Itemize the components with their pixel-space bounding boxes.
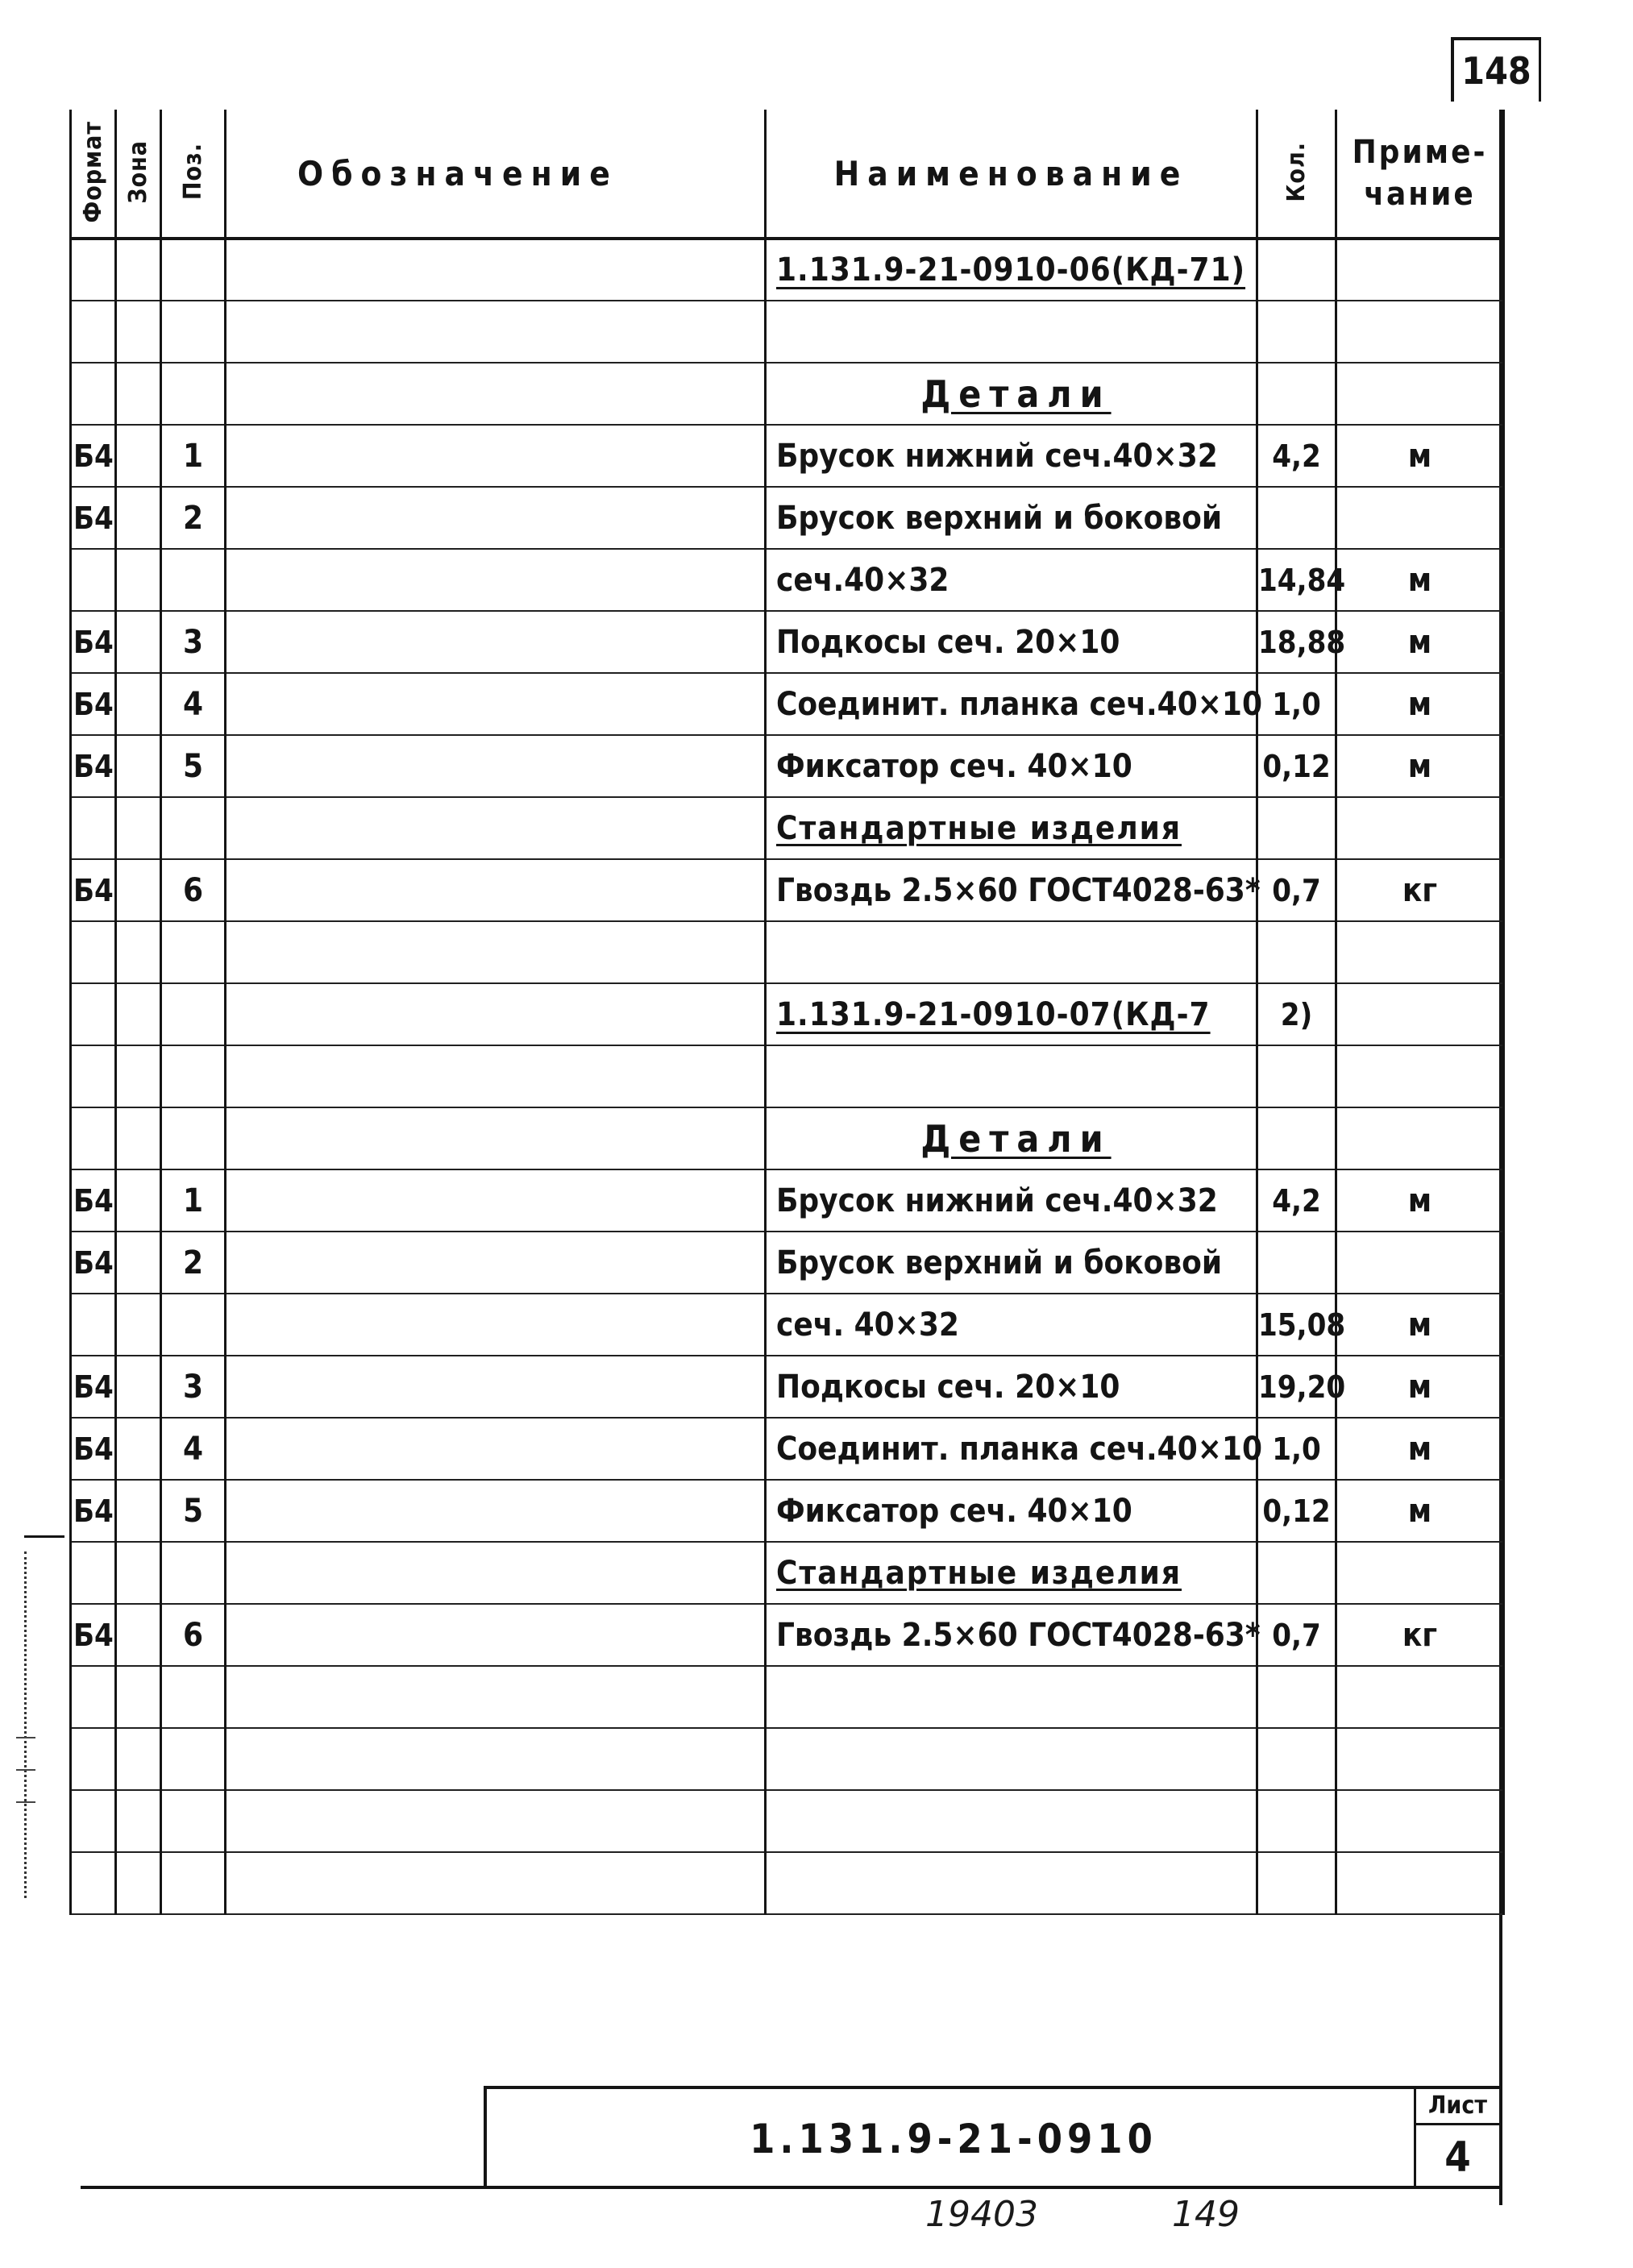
cell-zone	[116, 1169, 161, 1232]
cell-designation	[226, 797, 766, 859]
cell-designation	[226, 1790, 766, 1852]
cell-qty: 0,7	[1257, 859, 1336, 921]
cell-name	[766, 239, 1257, 301]
table-row	[71, 1418, 1504, 1480]
cell-designation	[226, 983, 766, 1045]
table-row	[71, 611, 1504, 673]
table-row	[71, 1107, 1504, 1169]
cell-name	[766, 363, 1257, 425]
cell-designation	[226, 735, 766, 797]
cell-pos: 3	[161, 611, 226, 673]
cell-zone	[116, 859, 161, 921]
cell-pos	[161, 301, 226, 363]
table-row	[71, 363, 1504, 425]
cell-zone	[116, 425, 161, 487]
cell-pos	[161, 239, 226, 301]
cell-qty	[1257, 921, 1336, 983]
cell-note: м	[1336, 1418, 1504, 1480]
cell-note	[1336, 239, 1504, 301]
cell-qty: 4,2	[1257, 425, 1336, 487]
cell-pos	[161, 1107, 226, 1169]
binding-margin-marks	[0, 1535, 64, 1906]
table-row	[71, 1790, 1504, 1852]
cell-note: кг	[1336, 1604, 1504, 1666]
cell-zone	[116, 301, 161, 363]
cell-name	[766, 1666, 1257, 1728]
cell-designation	[226, 1542, 766, 1604]
cell-format: Б4	[71, 1480, 116, 1542]
cell-zone	[116, 487, 161, 549]
cell-format: Б4	[71, 735, 116, 797]
cell-note	[1336, 1790, 1504, 1852]
cell-qty	[1257, 797, 1336, 859]
cell-format: Б4	[71, 1232, 116, 1294]
table-row	[71, 921, 1504, 983]
table-row	[71, 983, 1504, 1045]
margin-tick	[16, 1769, 35, 1771]
sheet-box	[1414, 2089, 1499, 2189]
cell-qty: 15,08	[1257, 1294, 1336, 1356]
cell-name: сеч.40×32	[766, 549, 1257, 611]
cell-qty	[1257, 301, 1336, 363]
cell-note: м	[1336, 1480, 1504, 1542]
cell-note	[1336, 983, 1504, 1045]
cell-note: м	[1336, 673, 1504, 735]
cell-pos: 1	[161, 1169, 226, 1232]
cell-designation	[226, 1604, 766, 1666]
cell-designation	[226, 611, 766, 673]
cell-name: Соединит. планка сеч.40×10	[766, 1418, 1257, 1480]
cell-pos	[161, 1294, 226, 1356]
table-row	[71, 1728, 1504, 1790]
cell-name: Брусок нижний сеч.40×32	[766, 1169, 1257, 1232]
cell-format	[71, 549, 116, 611]
cell-name	[766, 1852, 1257, 1914]
cell-zone	[116, 1480, 161, 1542]
cell-name	[766, 1728, 1257, 1790]
table-header-row	[71, 110, 1504, 239]
cell-name	[766, 1790, 1257, 1852]
cell-qty: 18,88	[1257, 611, 1336, 673]
cell-note: м	[1336, 1169, 1504, 1232]
cell-zone	[116, 1107, 161, 1169]
cell-zone	[116, 1294, 161, 1356]
specification-frame	[69, 110, 1502, 1891]
title-document-code: 1.131.9-21-0910	[750, 2116, 1157, 2162]
cell-zone	[116, 1666, 161, 1728]
document-code: 1.131.9-21-0910-06(КД-71)	[776, 251, 1246, 289]
cell-zone	[116, 611, 161, 673]
cell-zone	[116, 1542, 161, 1604]
cell-pos	[161, 797, 226, 859]
cell-format: Б4	[71, 1169, 116, 1232]
title-block	[484, 2086, 1499, 2189]
margin-mark-top	[24, 1535, 64, 1538]
header-format: Формат	[71, 110, 116, 239]
table-row	[71, 673, 1504, 735]
table-row	[71, 1232, 1504, 1294]
margin-tick	[16, 1801, 35, 1803]
cell-format: Б4	[71, 1604, 116, 1666]
table-row	[71, 1294, 1504, 1356]
table-row	[71, 1480, 1504, 1542]
cell-format: Б4	[71, 859, 116, 921]
cell-qty	[1257, 1542, 1336, 1604]
cell-name	[766, 301, 1257, 363]
table-row	[71, 797, 1504, 859]
margin-mark-dotted-line	[24, 1551, 28, 1898]
cell-zone	[116, 1728, 161, 1790]
cell-name	[766, 1542, 1257, 1604]
cell-designation	[226, 549, 766, 611]
footer-number-left: 19403	[925, 2194, 1038, 2235]
cell-note	[1336, 1542, 1504, 1604]
header-zone: Зона	[116, 110, 161, 239]
cell-designation	[226, 1169, 766, 1232]
cell-format	[71, 1790, 116, 1852]
cell-pos: 3	[161, 1356, 226, 1418]
cell-pos	[161, 1790, 226, 1852]
cell-name: Подкосы сеч. 20×10	[766, 611, 1257, 673]
cell-name: сеч. 40×32	[766, 1294, 1257, 1356]
cell-zone	[116, 673, 161, 735]
cell-designation	[226, 1232, 766, 1294]
cell-format	[71, 1666, 116, 1728]
cell-pos: 5	[161, 735, 226, 797]
cell-pos	[161, 549, 226, 611]
cell-note: м	[1336, 1294, 1504, 1356]
cell-format	[71, 1045, 116, 1107]
cell-zone	[116, 983, 161, 1045]
table-row	[71, 549, 1504, 611]
cell-qty	[1257, 239, 1336, 301]
cell-format: Б4	[71, 611, 116, 673]
cell-name: Брусок верхний и боковой	[766, 487, 1257, 549]
table-row	[71, 1356, 1504, 1418]
table-row	[71, 425, 1504, 487]
cell-name: Гвоздь 2.5×60 ГОСТ4028-63*	[766, 1604, 1257, 1666]
cell-format	[71, 301, 116, 363]
cell-qty	[1257, 487, 1336, 549]
cell-note	[1336, 1666, 1504, 1728]
cell-name: Гвоздь 2.5×60 ГОСТ4028-63*	[766, 859, 1257, 921]
specification-table	[69, 110, 1505, 1915]
cell-note	[1336, 921, 1504, 983]
cell-designation	[226, 363, 766, 425]
cell-name	[766, 1107, 1257, 1169]
cell-qty	[1257, 1852, 1336, 1914]
cell-note	[1336, 1852, 1504, 1914]
cell-pos: 6	[161, 1604, 226, 1666]
cell-qty: 0,12	[1257, 735, 1336, 797]
cell-pos: 6	[161, 859, 226, 921]
cell-qty	[1257, 1666, 1336, 1728]
footer-number-right: 149	[1172, 2194, 1240, 2235]
cell-designation	[226, 1728, 766, 1790]
cell-designation	[226, 1418, 766, 1480]
cell-designation	[226, 673, 766, 735]
cell-note	[1336, 1232, 1504, 1294]
section-title: Детали	[920, 372, 1112, 416]
cell-pos	[161, 921, 226, 983]
table-body	[71, 239, 1504, 1914]
cell-qty: 4,2	[1257, 1169, 1336, 1232]
header-name: Наименование	[766, 110, 1257, 239]
cell-format	[71, 363, 116, 425]
cell-zone	[116, 921, 161, 983]
table-row	[71, 301, 1504, 363]
document-code: 1.131.9-21-0910-07(КД-7	[776, 995, 1211, 1033]
cell-designation	[226, 1356, 766, 1418]
cell-note	[1336, 363, 1504, 425]
cell-zone	[116, 549, 161, 611]
cell-designation	[226, 1107, 766, 1169]
sheet-value: 4	[1444, 2133, 1471, 2182]
cell-note: м	[1336, 1356, 1504, 1418]
cell-qty	[1257, 1728, 1336, 1790]
cell-designation	[226, 487, 766, 549]
cell-format: Б4	[71, 425, 116, 487]
cell-format	[71, 921, 116, 983]
section-title: Детали	[920, 1116, 1112, 1161]
cell-qty	[1257, 1790, 1336, 1852]
cell-pos: 2	[161, 1232, 226, 1294]
cell-zone	[116, 1418, 161, 1480]
cell-format: Б4	[71, 1356, 116, 1418]
cell-zone	[116, 1356, 161, 1418]
cell-name	[766, 797, 1257, 859]
cell-note: м	[1336, 425, 1504, 487]
header-note	[1336, 110, 1504, 239]
cell-name: Фиксатор сеч. 40×10	[766, 735, 1257, 797]
table-row	[71, 1852, 1504, 1914]
bottom-rule	[81, 2186, 1502, 2189]
cell-name: Соединит. планка сеч.40×10	[766, 673, 1257, 735]
cell-pos	[161, 1728, 226, 1790]
cell-qty	[1257, 1232, 1336, 1294]
header-qty: Кол.	[1257, 110, 1336, 239]
cell-pos: 4	[161, 1418, 226, 1480]
table-row	[71, 1169, 1504, 1232]
cell-note	[1336, 301, 1504, 363]
cell-format	[71, 239, 116, 301]
cell-note: м	[1336, 611, 1504, 673]
table-row	[71, 859, 1504, 921]
cell-qty: 1,0	[1257, 673, 1336, 735]
table-row	[71, 1542, 1504, 1604]
cell-designation	[226, 1666, 766, 1728]
cell-designation	[226, 921, 766, 983]
cell-qty: 0,12	[1257, 1480, 1336, 1542]
cell-format	[71, 1728, 116, 1790]
table-row	[71, 1604, 1504, 1666]
cell-qty: 14,84	[1257, 549, 1336, 611]
cell-pos	[161, 1542, 226, 1604]
cell-note	[1336, 1045, 1504, 1107]
cell-designation	[226, 859, 766, 921]
cell-note	[1336, 797, 1504, 859]
cell-pos	[161, 363, 226, 425]
cell-format	[71, 983, 116, 1045]
cell-name	[766, 921, 1257, 983]
cell-note	[1336, 487, 1504, 549]
cell-name: Фиксатор сеч. 40×10	[766, 1480, 1257, 1542]
cell-format	[71, 1107, 116, 1169]
standard-items-title: Стандартные изделия	[776, 809, 1182, 847]
cell-designation	[226, 425, 766, 487]
cell-designation	[226, 239, 766, 301]
cell-pos: 2	[161, 487, 226, 549]
sheet-label: Лист	[1416, 2089, 1499, 2125]
cell-pos: 1	[161, 425, 226, 487]
header-pos: Поз.	[161, 110, 226, 239]
cell-pos	[161, 1666, 226, 1728]
cell-name: Подкосы сеч. 20×10	[766, 1356, 1257, 1418]
cell-pos	[161, 983, 226, 1045]
cell-zone	[116, 735, 161, 797]
cell-format	[71, 1542, 116, 1604]
cell-zone	[116, 1790, 161, 1852]
cell-qty: 0,7	[1257, 1604, 1336, 1666]
cell-qty: 1,0	[1257, 1418, 1336, 1480]
cell-designation	[226, 1045, 766, 1107]
cell-zone	[116, 1604, 161, 1666]
header-note-line2: чание	[1364, 176, 1476, 213]
cell-designation	[226, 1480, 766, 1542]
header-note-line1: Приме-	[1352, 134, 1488, 171]
cell-qty	[1257, 363, 1336, 425]
cell-note	[1336, 1728, 1504, 1790]
cell-pos: 5	[161, 1480, 226, 1542]
cell-designation	[226, 301, 766, 363]
cell-zone	[116, 1045, 161, 1107]
cell-qty: 19,20	[1257, 1356, 1336, 1418]
cell-name	[766, 1045, 1257, 1107]
cell-format: Б4	[71, 1418, 116, 1480]
standard-items-title: Стандартные изделия	[776, 1554, 1182, 1592]
cell-pos: 4	[161, 673, 226, 735]
table-row	[71, 487, 1504, 549]
cell-zone	[116, 239, 161, 301]
cell-format	[71, 797, 116, 859]
table-row	[71, 735, 1504, 797]
cell-note: м	[1336, 549, 1504, 611]
cell-zone	[116, 1852, 161, 1914]
cell-note: м	[1336, 735, 1504, 797]
cell-name	[766, 983, 1257, 1045]
cell-pos	[161, 1852, 226, 1914]
cell-zone	[116, 1232, 161, 1294]
table-row	[71, 1045, 1504, 1107]
cell-designation	[226, 1294, 766, 1356]
cell-format	[71, 1852, 116, 1914]
cell-note: кг	[1336, 859, 1504, 921]
margin-tick	[16, 1737, 35, 1738]
cell-qty	[1257, 1045, 1336, 1107]
header-designation: Обозначение	[226, 110, 766, 239]
cell-zone	[116, 363, 161, 425]
cell-designation	[226, 1852, 766, 1914]
cell-format	[71, 1294, 116, 1356]
cell-format: Б4	[71, 673, 116, 735]
sheet-number: 148	[1451, 37, 1541, 102]
cell-pos	[161, 1045, 226, 1107]
table-row	[71, 1666, 1504, 1728]
cell-zone	[116, 797, 161, 859]
cell-qty	[1257, 1107, 1336, 1169]
cell-qty: 2)	[1257, 983, 1336, 1045]
cell-name: Брусок нижний сеч.40×32	[766, 425, 1257, 487]
cell-name: Брусок верхний и боковой	[766, 1232, 1257, 1294]
cell-format: Б4	[71, 487, 116, 549]
cell-note	[1336, 1107, 1504, 1169]
table-row	[71, 239, 1504, 301]
